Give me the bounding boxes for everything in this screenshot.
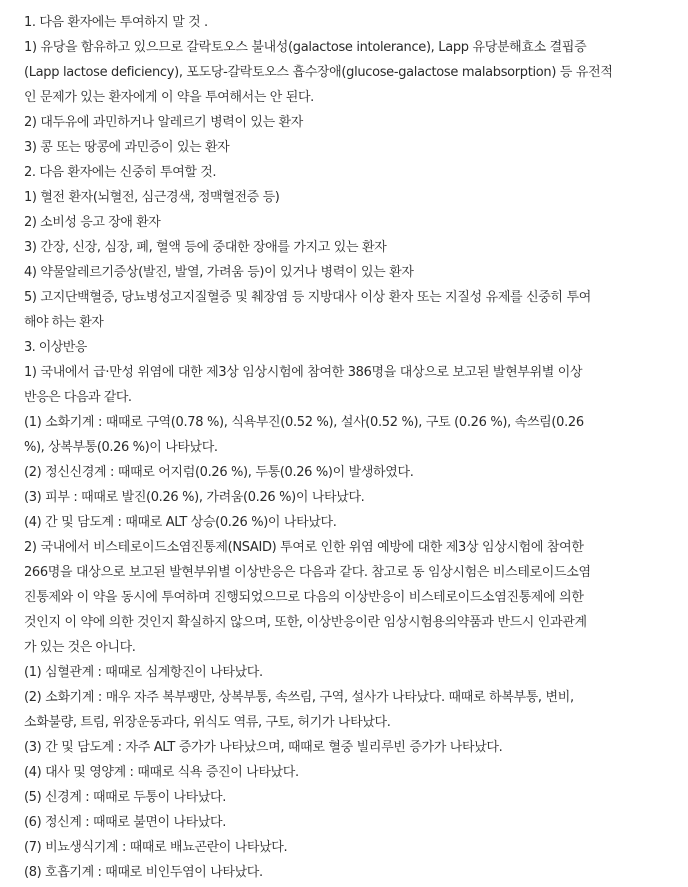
text-line: %), 상복부통(0.26 %)이 나타났다. (24, 440, 218, 455)
text-line: 2) 대두유에 과민하거나 알레르기 병력이 있는 환자 (24, 115, 303, 130)
text-line: (5) 신경계 : 때때로 두통이 나타났다. (24, 790, 226, 805)
text-line: 소화불량, 트림, 위장운동과다, 위식도 역류, 구토, 허기가 나타났다. (24, 715, 391, 730)
text-line: 것인지 이 약에 의한 것인지 확실하지 않으며, 또한, 이상반응이란 임상시험용의약품과 반드시 인과관계 (24, 615, 587, 630)
text-line: (6) 정신계 : 때때로 불면이 나타났다. (24, 815, 226, 830)
text-line: 해야 하는 환자 (24, 315, 104, 330)
text-line: 1. 다음 환자에는 투여하지 말 것 . (24, 15, 208, 30)
text-line: 1) 유당을 함유하고 있으므로 갈락토오스 불내성(galactose intolerance), Lapp 유당분해효소 결핍증 (24, 40, 587, 55)
text-line: (8) 호흡기계 : 때때로 비인두염이 나타났다. (24, 865, 263, 880)
text-line: 4) 약물알레르기증상(발진, 발열, 가려움 등)이 있거나 병력이 있는 환자 (24, 265, 414, 280)
text-line: 3) 간장, 신장, 심장, 폐, 혈액 등에 중대한 장애를 가지고 있는 환자 (24, 240, 387, 255)
text-line: 2. 다음 환자에는 신중히 투여할 것. (24, 165, 217, 180)
text-line: 1) 국내에서 급·만성 위염에 대한 제3상 임상시험에 참여한 386명을 대상으로 보고된 발현부위별 이상 (24, 365, 583, 380)
text-line: (3) 간 및 담도계 : 자주 ALT 증가가 나타났으며, 때때로 혈중 빌리루빈 증가가 나타났다. (24, 740, 503, 755)
text-line: (1) 심혈관계 : 때때로 심계항진이 나타났다. (24, 665, 263, 680)
drug-label-document (24, 10, 684, 885)
text-line: 5) 고지단백혈증, 당뇨병성고지질혈증 및 췌장염 등 지방대사 이상 환자 또는 지질성 유제를 신중히 투여 (24, 290, 591, 305)
text-line: (2) 정신신경계 : 때때로 어지럼(0.26 %), 두통(0.26 %)이 발생하였다. (24, 465, 414, 480)
text-line: (Lapp lactose deficiency), 포도당-갈락토오스 흡수장애(glucose-galactose malabsorption) 등 유전적 (24, 65, 613, 80)
text-line: (3) 피부 : 때때로 발진(0.26 %), 가려움(0.26 %)이 나타났다. (24, 490, 365, 505)
text-line: 3. 이상반응 (24, 340, 87, 355)
text-line: 1) 혈전 환자(뇌혈전, 심근경색, 정맥혈전증 등) (24, 190, 280, 205)
text-line: 반응은 다음과 같다. (24, 390, 132, 405)
text-line: 2) 국내에서 비스테로이드소염진통제(NSAID) 투여로 인한 위염 예방에 대한 제3상 임상시험에 참여한 (24, 540, 584, 555)
text-line: (4) 대사 및 영양계 : 때때로 식욕 증진이 나타났다. (24, 765, 299, 780)
text-line: 인 문제가 있는 환자에게 이 약을 투여해서는 안 된다. (24, 90, 314, 105)
text-line: 266명을 대상으로 보고된 발현부위별 이상반응은 다음과 같다. 참고로 동 임상시험은 비스테로이드소염 (24, 565, 591, 580)
text-line: (4) 간 및 담도계 : 때때로 ALT 상승(0.26 %)이 나타났다. (24, 515, 337, 530)
text-line: (2) 소화기계 : 매우 자주 복부팽만, 상복부통, 속쓰림, 구역, 설사가 나타났다. 때때로 하복부통, 변비, (24, 690, 574, 705)
text-line: 진통제와 이 약을 동시에 투여하며 진행되었으므로 다음의 이상반응이 비스테로이드소염진통제에 의한 (24, 590, 584, 605)
text-line: (1) 소화기계 : 때때로 구역(0.78 %), 식욕부진(0.52 %), 설사(0.52 %), 구토 (0.26 %), 속쓰림(0.26 (24, 415, 584, 430)
text-line: 가 있는 것은 아니다. (24, 640, 136, 655)
text-line: 2) 소비성 응고 장애 환자 (24, 215, 161, 230)
text-line: (7) 비뇨생식기계 : 때때로 배뇨곤란이 나타났다. (24, 840, 288, 855)
text-line: 3) 콩 또는 땅콩에 과민증이 있는 환자 (24, 140, 230, 155)
